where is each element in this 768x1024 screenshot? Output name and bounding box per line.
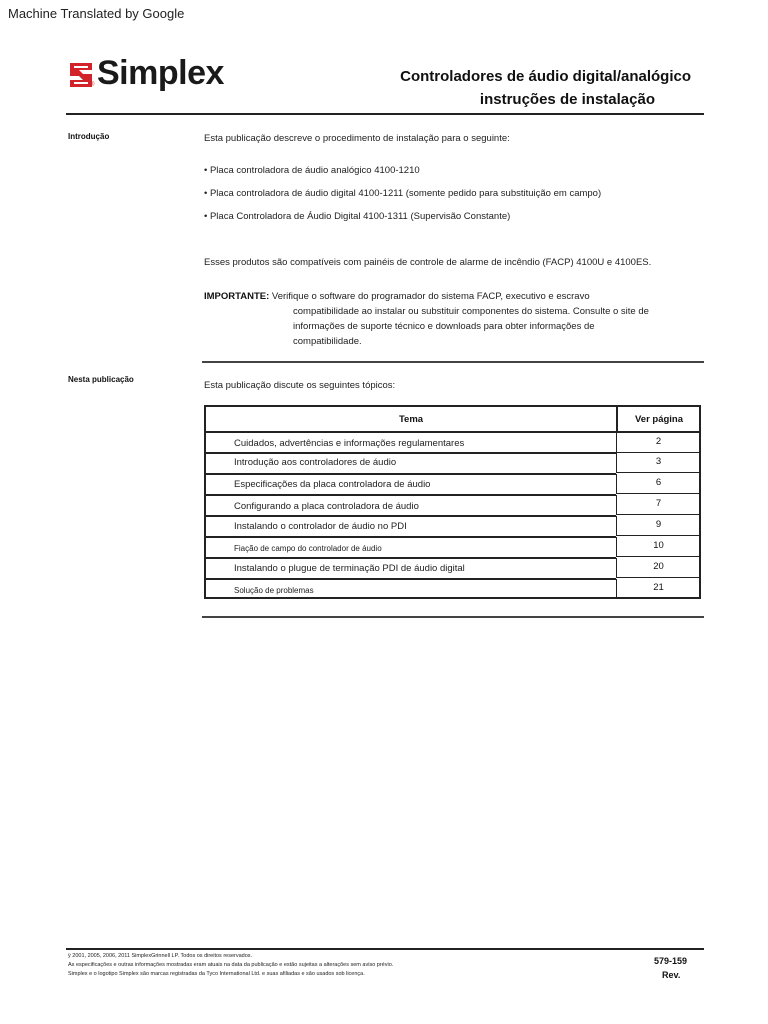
logo-wordmark: Simplex: [97, 54, 224, 92]
document-title-line-2: instruções de instalação: [479, 91, 655, 108]
table-row-topic: Solução de problemas: [234, 586, 314, 595]
topics-table: [204, 405, 701, 599]
document-title-line-1: Controladores de áudio digital/analógico: [400, 68, 691, 85]
registered-mark: ®: [90, 82, 95, 88]
side-label-introducao: Introdução: [68, 132, 110, 141]
header-divider: [66, 113, 704, 115]
section-divider: [202, 361, 704, 363]
bullet-item: • Placa controladora de áudio analógico 4100-1210: [204, 165, 420, 176]
table-row-topic: Instalando o controlador de áudio no PDI: [234, 521, 407, 532]
important-line: Verifique o software do programador do sistema FACP, executivo e escravo: [271, 291, 590, 302]
important-label: IMPORTANTE:: [204, 291, 270, 302]
header-column-divider: [616, 407, 618, 431]
important-line: informações de suporte técnico e downloads para obter informações de: [293, 321, 595, 332]
bullet-item: • Placa controladora de áudio digital 4100-1211 (somente pedido para substituição em campo): [204, 188, 602, 199]
document-number: 579-159: [654, 956, 688, 966]
trademark-line: Simplex e o logotipo Simplex são marcas registradas da Tyco International Ltd. e suas afiliadas e são usados sob licença.: [68, 971, 365, 977]
simplex-logo: [66, 54, 224, 96]
section-divider: [202, 616, 704, 618]
table-row-page: 3: [616, 453, 700, 473]
compatibility-note: Esses produtos são compatíveis com painéis de controle de alarme de incêndio (FACP) 4100U e 4100ES.: [204, 257, 652, 268]
table-row-page: 6: [616, 474, 700, 494]
table-row-page: 20: [616, 558, 700, 578]
table-row-topic: Configurando a placa controladora de áudio: [234, 501, 419, 512]
copyright-line: ÿ 2001, 2005, 2006, 2011 SimplexGrinnell LP. Todos os direitos reservados.: [68, 953, 253, 959]
table-row-page: 10: [616, 537, 700, 557]
row-divider: [206, 473, 616, 475]
table-row-page: 21: [616, 579, 700, 599]
machine-translation-banner: Machine Translated by Google: [8, 6, 185, 21]
table-row-topic: Fiação de campo do controlador de áudio: [234, 544, 382, 553]
side-label-nesta-publicacao: Nesta publicação: [68, 375, 134, 384]
row-divider: [206, 452, 616, 454]
column-header-page: Ver página: [634, 414, 684, 425]
publication-lead: Esta publicação discute os seguintes tópicos:: [204, 380, 396, 391]
footer-divider: [66, 948, 704, 950]
row-divider: [206, 578, 616, 580]
table-row-topic: Instalando o plugue de terminação PDI de áudio digital: [234, 563, 465, 574]
column-header-topic: Tema: [398, 414, 424, 425]
disclaimer-line: As especificações e outras informações mostradas eram atuais na data da publicação e estão sujeitas a alterações sem aviso prévio.: [68, 962, 394, 968]
table-row-topic: Introdução aos controladores de áudio: [234, 457, 397, 468]
bullet-item: • Placa Controladora de Áudio Digital 4100-1311 (Supervisão Constante): [204, 211, 511, 222]
important-line: compatibilidade ao instalar ou substituir componentes do sistema. Consulte o site de: [293, 306, 649, 317]
row-divider: [206, 536, 616, 538]
important-note: [204, 291, 590, 302]
intro-lead: Esta publicação descreve o procedimento de instalação para o seguinte:: [204, 133, 510, 144]
table-row-topic: Especificações da placa controladora de áudio: [234, 479, 431, 490]
row-divider: [206, 515, 616, 517]
table-row-page: 9: [616, 516, 700, 536]
table-row-topic: Cuidados, advertências e informações regulamentares: [234, 438, 465, 449]
document-revision: Rev.: [662, 970, 681, 980]
table-row-page: 7: [616, 495, 700, 515]
important-line: compatibilidade.: [293, 336, 362, 347]
row-divider: [206, 494, 616, 496]
table-row-page: 2: [616, 433, 700, 453]
row-divider: [206, 557, 616, 559]
